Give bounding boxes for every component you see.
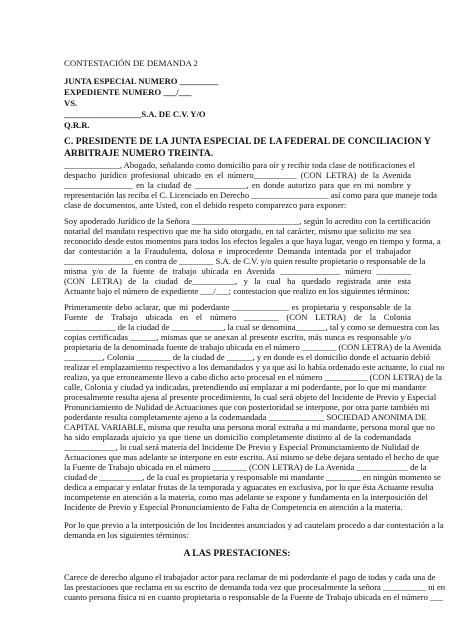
para3-line: Pronunciamiento de Nulidad de Actuaciones que con posterioridad se interpone, por otra parte también mi: [64, 402, 430, 412]
vs-line: VS.: [64, 98, 78, 108]
para3-line: ha sido emplazada ajuicio ya que tiene un domicilio completamente distinto al de la codemandada: [64, 432, 411, 442]
para2-line: dar contestación a la Fraudulenta, dolosa e improcedente Demanda intentada por el trabajador: [64, 246, 411, 256]
para2-line: misma y/o de la fuente de trabajo ubicada en Avenida ______________ número ________: [64, 266, 411, 276]
para4-line: Por lo que previo a la interposición de los Incidentes anunciados y ad cautelam procedo a dar contestación a la: [64, 520, 444, 530]
para3-line: copias certificadas ______, mismas que se anexan al presente escrito, más nunca es responsable y/o: [64, 332, 411, 342]
para2-line: notarial del mandato respectivo que me ha sido otorgado, en tal carácter, mismo que solicito me sea: [64, 226, 411, 236]
junta-line: JUNTA ESPECIAL NUMERO _________: [64, 76, 219, 86]
para3-line: Primeramente debo aclarar, que mi poderdante _____________ es propietaria y responsable de la: [64, 302, 411, 312]
para3-line: Fuente de Trabajo ubicada en el número ________ (CON LETRA) de la Colonia: [64, 312, 411, 322]
para3-line: calle, Colonia y ciudad ya indicadas, pretendiendo así emplazar a mi poderdante, por lo que mi mandante: [64, 382, 427, 392]
document-title: CONTESTACIÓN DE DEMANDA 2: [64, 58, 198, 68]
para3-line: procesalmente resulta ajena al presente procedimiento, lo cual será objeto del Incidente de Previo y Especial: [64, 392, 437, 402]
para3-line: dedica a empacar y enlatar frutas de la temporada y aguacates en exclusiva, por lo que ésta Actuante resulta: [64, 482, 434, 492]
para3-line: incompetente en atención a la materia, como mas adelante se expone y fundamenta en la interposición del: [64, 492, 428, 502]
company-line: __________________S.A. DE C.V. Y/O: [64, 109, 206, 119]
para4-line: demanda en los siguientes términos:: [64, 530, 189, 540]
para3-line: realizo, ya que erroneamente llevo a cabo dicho acto procesal en el número __________ (CON LETRA) de la: [64, 372, 442, 382]
para3-line: CAPITAL VARIABLE, misma que resulta una persona moral extraña a mi mandante, persona moral que no: [64, 422, 435, 432]
para1-line: ________________ en la ciudad de ____________, en donde autorizo para que en mi nombre y: [64, 180, 411, 190]
section-heading: A LAS PRESTACIONES:: [183, 548, 291, 559]
para1-line: clase de documentos, ante Usted, con el debido respeto comparezco para exponer:: [64, 200, 347, 210]
para3-line: propietaria de la denominada fuente de trabajo ubicada en el número ________ (CON LETRA) de la Avenida: [64, 342, 441, 352]
para2-line: reconocido desde estos momentos para todos los efectos legales a que haya lugar, vengo en tiempo y forma, a: [64, 236, 441, 246]
para1-line: representación las reciba el C. Licenciado en Derecho __________________ así como para que maneje toda: [64, 190, 437, 200]
para3-line: ciudad de __________, de la cual es propietaria y responsable mi mandante ________ en ningún momento se: [64, 472, 441, 482]
para2-line: (CON LETRA) de la ciudad de__________, y la cual ha quedado registrada ante esta: [64, 276, 411, 286]
para5-line: las prestaciones que reclama en su escrito de demanda toda vez que procesalmente la señora __________ ni en: [64, 582, 446, 592]
para2-line: Actuante bajo el número de expediente ___/___; contestacion que realizo en los siguientes términos:: [64, 286, 410, 296]
para5-line: cuanto persona física ni en cuanto propietaria o responsable de la Fuente de Trabajo ubicada en el número ___: [64, 592, 443, 602]
addressee-line-2: ARBITRAJE NUMERO TREINTA.: [64, 148, 214, 159]
para2-line: Soy apoderado Jurídico de la Señora _________________________, según lo acredito con la certificación: [64, 216, 431, 226]
para3-line: ____________ de la ciudad de ____________, la cual se denomina_______, tal y como se demuestra con las: [64, 322, 440, 332]
para3-line: poderdante resulta completamente ajeno a la codemandada _____________ SOCIEDAD ANONIMA DE: [64, 412, 427, 422]
para3-line: Incidente de Previo y Especial Pronunciamiento de Falta de Competencia en atención a la materia.: [64, 502, 403, 512]
para5-line: Carece de derecho alguno el trabajador actor para reclamar de mi poderdante el pago de todas y cada una de: [64, 572, 436, 582]
expediente-line: EXPEDIENTE NUMERO ___/___: [64, 87, 192, 97]
para3-line: ____________, lo cual será materia del Incidente De Previo y Especial Pronunciamiento de Nulidad de: [64, 442, 420, 452]
para3-line: _________, Colonia ________ de la ciudad de ______, y en donde es el domicilio donde el actuario debió: [64, 352, 430, 362]
addressee-line-1: C. PRESIDENTE DE LA JUNTA ESPECIAL DE LA FEDERAL DE CONCILIACION Y: [64, 136, 431, 147]
para3-line: realizar el emplazamiento respectivo a los demandados y ya que así lo había ordenado este actuante, lo cual no: [64, 362, 445, 372]
para3-line: Actuaciones que mas adelante se interpone en este escrito. Así mismo se debe dejara sentado el hecho de que: [64, 452, 439, 462]
para1-line: despacho jurídico profesional ubicado en el número__________ (CON LETRA) de la Avenida: [64, 170, 411, 180]
para2-line: ________________ en contra de ________ S.A. de C.V. y/o quien resulte propietario o responsable de la: [64, 256, 426, 266]
para1-line: _____________, Abogado, señalando como domicilio para oír y recibir toda clase de notificaciones el: [64, 160, 416, 170]
para3-line: la Fuente de Trabajo ubicada en el número ________ (CON LETRA) de La Avenida ____________ de la: [64, 462, 427, 472]
qrr-line: Q.R.R.: [64, 120, 90, 130]
